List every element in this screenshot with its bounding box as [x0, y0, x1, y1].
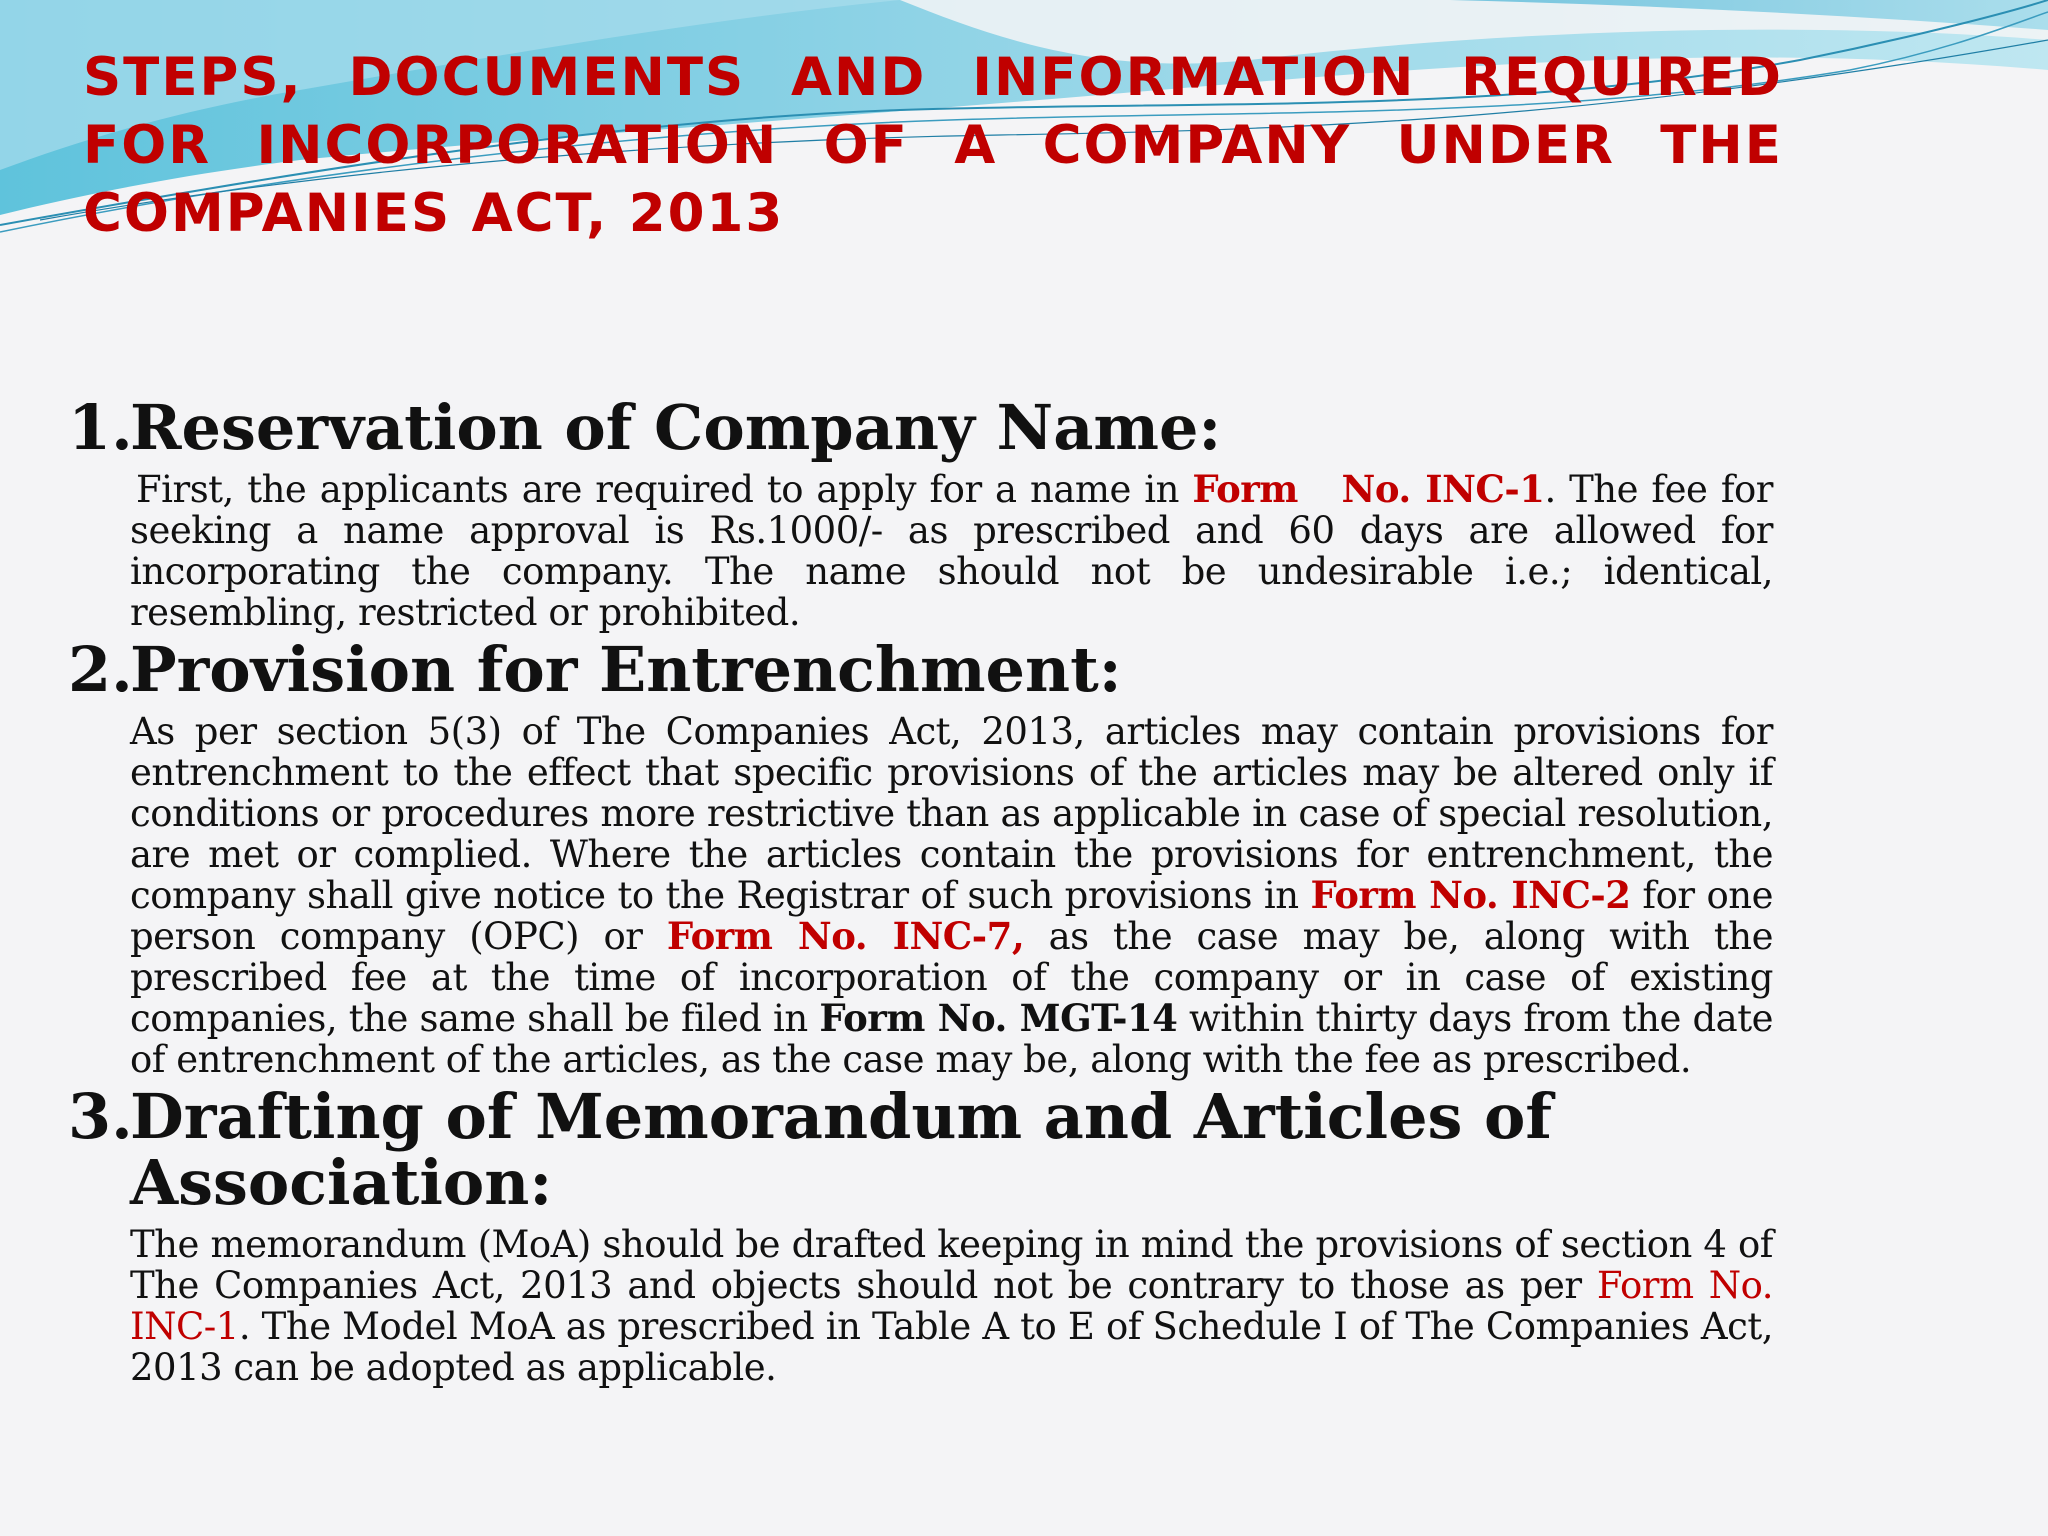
section-2-number: 2. — [68, 633, 133, 706]
slide-title: STEPS, DOCUMENTS AND INFORMATION REQUIRED FOR INCORPORATION OF A COMPANY UNDER THE COMPANIES ACT, 2013 — [83, 47, 1783, 244]
slide-content — [68, 391, 1773, 1389]
body-text: . The fee for seeking a name approval is Rs.1000/- as prescribed and 60 days are allowed for incorporating the company. The name should not be undesirable i.e.; identical, resembling, restricted or prohibited. — [130, 468, 1773, 634]
section-3-number: 3. — [68, 1080, 133, 1153]
section-3-heading — [68, 1080, 1773, 1219]
body-text: The memorandum (MoA) should be drafted keeping in mind the provisions of section 4 of The Companies Act, 2013 and objects should not be contrary to those as per — [130, 1223, 1773, 1307]
body-text: for one person company (OPC) or — [130, 874, 1773, 958]
section-1-body — [68, 469, 1773, 633]
body-text: . The Model MoA as prescribed in Table A to E of Schedule I of The Companies Act, 2013 can be adopted as applicable. — [130, 1305, 1773, 1389]
section-3-title: Drafting of Memorandum and Articles of Association: — [130, 1080, 1553, 1219]
section-2-body — [68, 711, 1773, 1080]
section-2-title: Provision for Entrenchment: — [130, 633, 1122, 706]
section-3-body — [68, 1224, 1773, 1388]
section-1-title: Reservation of Company Name: — [130, 391, 1222, 464]
body-text: First, the applicants are required to apply for a name in — [136, 468, 1193, 511]
form-reference: Form No. MGT-14 — [819, 996, 1178, 1040]
form-reference: Form No. INC-2 — [1310, 873, 1631, 917]
body-text: as the case may be, along with the prescribed fee at the time of incorporation of the company or in case of existing companies, the same shall be filed in — [130, 915, 1773, 1040]
section-1-heading — [68, 391, 1773, 464]
form-reference: Form No. INC-1 — [130, 1264, 1773, 1348]
body-text: As per section 5(3) of The Companies Act, 2013, articles may contain provisions for entrenchment to the effect that specific provisions of the articles may be altered only if conditions or procedures more restrictive than as applicable in case of special resolution, are met or complied. Where the articles contain the provisions for entrenchment, the company shall give notice to the Registrar of such provisions in — [130, 710, 1773, 917]
section-1-number: 1. — [68, 391, 133, 464]
section-2-heading — [68, 633, 1773, 706]
body-text: within thirty days from the date of entrenchment of the articles, as the case may be, along with the fee as prescribed. — [130, 997, 1773, 1081]
form-reference: Form No. INC-7, — [666, 914, 1025, 958]
form-reference: Form No. INC-1 — [1192, 467, 1545, 511]
